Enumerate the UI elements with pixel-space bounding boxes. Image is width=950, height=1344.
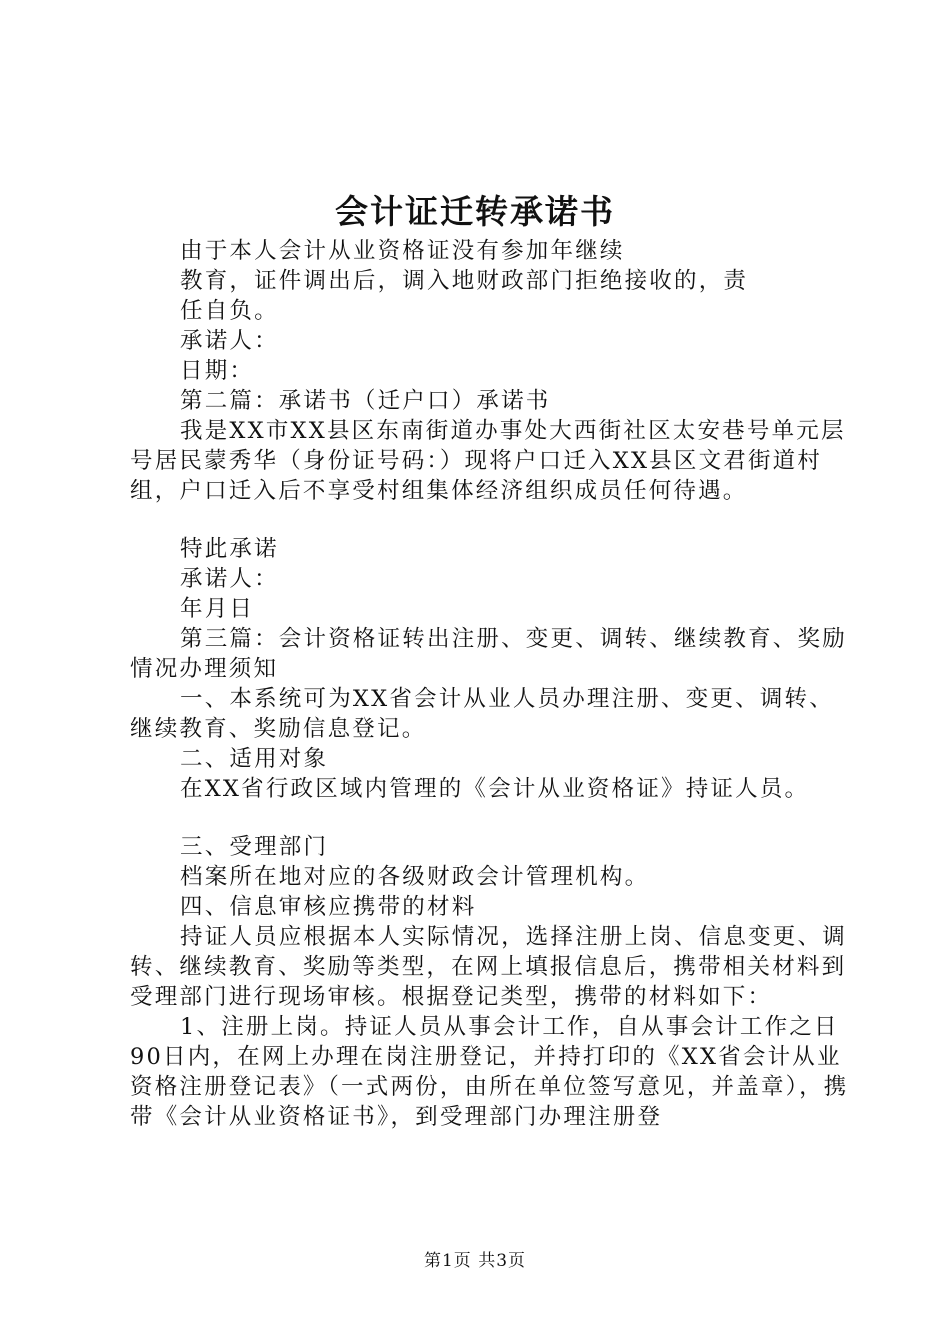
subheading: 四、信息审核应携带的材料 xyxy=(180,894,477,920)
page-footer: 第1页 共3页 xyxy=(423,1251,527,1271)
date-label: 年月日 xyxy=(180,596,255,622)
document-title: 会计证迁转承诺书 xyxy=(335,192,615,231)
subheading: 三、受理部门 xyxy=(180,834,329,860)
paragraph-line: 特此承诺 xyxy=(180,536,279,562)
paragraph: 档案所在地对应的各级财政会计管理机构。 xyxy=(180,864,650,890)
document-body xyxy=(130,236,852,1132)
paragraph: 1、注册上岗。持证人员从事会计工作，自从事会计工作之日90日内，在网上办理在岗注册登记，并持打印的《XX省会计从业资格注册登记表》（一式两份，由所在单位签写意见，并盖章），携带《会计从业资格证书》，到受理部门办理注册登 xyxy=(130,1014,849,1130)
date-label: 日期： xyxy=(180,358,255,384)
paragraph-line: 任自负。 xyxy=(180,298,279,324)
signer-label: 承诺人： xyxy=(180,566,279,592)
paragraph: 在XX省行政区域内管理的《会计从业资格证》持证人员。 xyxy=(180,776,810,802)
paragraph: 一、本系统可为XX省会计从业人员办理注册、变更、调转、继续教育、奖励信息登记。 xyxy=(130,686,834,742)
paragraph: 我是XX市XX县区东南街道办事处大西街社区太安巷号单元层号居民蒙秀华（身份证号码：）现将户口迁入XX县区文君街道村组，户口迁入后不享受村组集体经济组织成员任何待遇。 xyxy=(130,418,846,504)
spacer xyxy=(130,804,852,832)
spacer xyxy=(130,506,852,534)
subheading: 二、适用对象 xyxy=(180,746,329,772)
section-heading: 第二篇：承诺书（迁户口）承诺书 xyxy=(180,388,551,414)
section-heading: 第三篇：会计资格证转出注册、变更、调转、继续教育、奖励情况办理须知 xyxy=(130,626,847,682)
paragraph-line: 教育，证件调出后，调入地财政部门拒绝接收的，责 xyxy=(180,268,749,294)
paragraph: 持证人员应根据本人实际情况，选择注册上岗、信息变更、调转、继续教育、奖励等类型，在网上填报信息后，携带相关材料到受理部门进行现场审核。根据登记类型，携带的材料如下： xyxy=(130,924,847,1010)
signer-label: 承诺人： xyxy=(180,328,279,354)
paragraph-line: 由于本人会计从业资格证没有参加年继续 xyxy=(180,238,625,264)
